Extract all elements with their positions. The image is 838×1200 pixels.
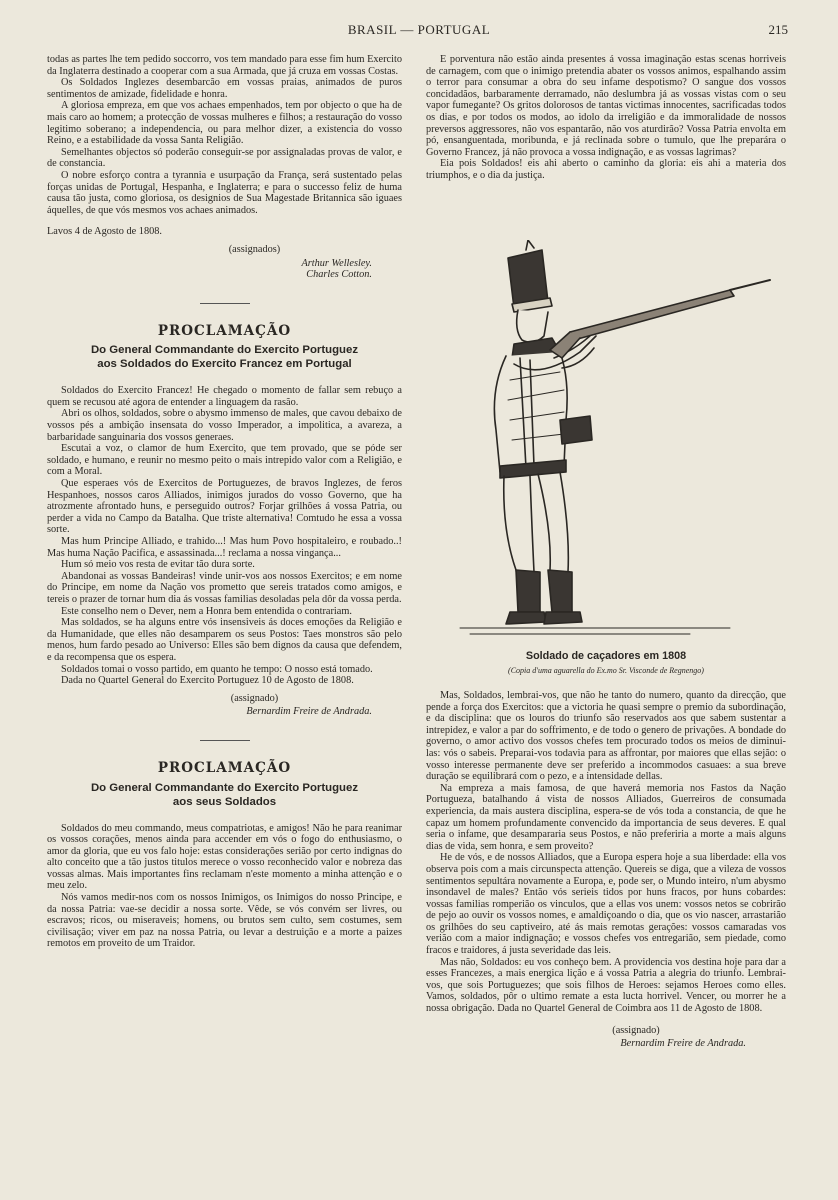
subtitle-line: Do General Commandante do Exercito Portuguez bbox=[90, 781, 359, 794]
left-column bbox=[47, 54, 402, 950]
soldier-illustration bbox=[430, 240, 775, 642]
paragraph: Soldados do Exercito Francez! He chegado o momento de fallar sem rebuço a quem se recusou até agora de entender a linguagem da rasão. bbox=[47, 385, 402, 408]
proclamation-subtitle bbox=[47, 343, 402, 371]
paragraph: Soldados do meu commando, meus compatriotas, e amigos! Não he para reanimar os vossos corações, menos ainda para accender em vós o fogo do enthusiasmo, o amor da gloria, que eu vos falo hoje: estas considerações serião por certo indignas do alto conceito que a tão justos titulos merece o vosso reconhecido valor e nobreza das vossas almas. Mais importantes fins reclamam n'este momento a minha attenção e o meu zelo. bbox=[47, 822, 402, 892]
paragraph: Semelhantes objectos só poderão conseguir-se por assignaladas provas de valor, e de constancia. bbox=[47, 146, 402, 170]
right-column-top bbox=[426, 54, 786, 182]
paragraph: Dada no Quartel General do Exercito Portuguez 10 de Agosto de 1808. bbox=[61, 675, 354, 687]
signed-label: (assignado) bbox=[612, 1024, 660, 1036]
divider bbox=[200, 303, 250, 304]
paragraph: Abri os olhos, soldados, sobre o abysmo immenso de males, que cavou debaixo de vossos pés a ambição insensata do vosso Imperador, a impolitica, a avareza, a barbaridade sanguinaria dos vossos generaes. bbox=[47, 408, 402, 443]
right-column-bottom bbox=[426, 690, 786, 1050]
paragraph: Mas não, Soldados: eu vos conheço bem. A providencia vos destina hoje para dar a esses Francezes, a mais energica lição e á vossa Patria a alegria do triunfo. Lembrai-vos, que sois Portuguezes; que sois filhos de Heroes: sejamos Heroes como elles. Vamos, soldados, pôr o ultimo remate a esta lucta horrivel. Vencer, ou morrer he a nossa obrigação. Dada no Quartel General de Coimbra aos 11 de Agosto de 1808. bbox=[426, 956, 786, 1015]
signature: Charles Cotton. bbox=[306, 269, 372, 281]
paragraph: Os Soldados Inglezes desembarcão em vossas praias, animados de puros sentimentos de amizade, fidelidade e honra. bbox=[47, 77, 402, 100]
paragraph: Mas hum Principe Alliado, e trahido...! Mas hum Povo hospitaleiro, e roubado..! Mas huma Nação Pacifica, e assassinada...! reclama a nossa vingança... bbox=[47, 536, 402, 559]
divider bbox=[200, 740, 250, 741]
paragraph: Mas, Soldados, lembrai-vos, que não he tanto do numero, quanto da direcção, que pende a força dos Exercitos: que a victoria he quasi sempre o premio da subordinação, e da disciplina: que os louros do triunfo são reservados aos que sabem sustentar a intrepidez, e valor a par do soffrimento, e de todo o genero de privações. A bondade do governo, o amor activo dos vossos chefes tem procurado todos os meios de diminui-las: vós o sabeis. Preparai-vos todavia para as affrontar, por maiores que ellas sejão: o vosso interesse permanente deve ser preferido a incommodos casuaes: a sua breve duração se equilibrará com o pezo, e a intensidade dellas. bbox=[426, 690, 786, 783]
signature: Arthur Wellesley. bbox=[301, 257, 372, 269]
paragraph: Soldados tomai o vosso partido, em quanto he tempo: O nosso está tomado. bbox=[61, 663, 373, 675]
running-head: BRASIL — PORTUGAL bbox=[347, 22, 491, 37]
proclamation-subtitle bbox=[47, 781, 402, 809]
paragraph: A gloriosa empreza, em que vos achaes empenhados, tem por objecto o que ha de mais caro ao homem; a protecção de vossas mulheres e filhos; a restauração do vosso legitimo soberano; a independencia, ou para melhor dizer, a existencia do vosso Reino, e a estabilidade da vossa Santa Religião. bbox=[47, 100, 402, 147]
proclamation-title: PROCLAMAÇÃO bbox=[157, 322, 292, 339]
figure-caption: Soldado de caçadores em 1808 bbox=[525, 650, 687, 662]
paragraph: Hum só meio vos resta de evitar tão dura sorte. bbox=[61, 559, 255, 571]
paragraph: He de vós, e de nossos Alliados, que a Europa espera hoje a sua liberdade: ella vos observa pois com a mais circunspecta attenção. Quereis se diga, que a vileza de vossos sentimentos sepultára novamente a Europa, e, pode ser, o Mundo inteiro, n'um abysmo insondavel de males? Então vós serieis tidos por huns fracos, por huns cobardes: vossas familias romperião os vinculos, que a ellas vos unem: vossos netos se cobrirão de pejo ao ouvir os vossos nomes, e amaldiçoando o dia, que os vio nascer, arrastarião os grilhões do seu captiveiro, até ás mais remotas gerações: vossos camaradas vos verião com a maior indignação; e vossos chefes vos entregarião, sem piedade, como fracos e traidores, á justa severidade das leis. bbox=[426, 852, 786, 957]
paragraph: todas as partes lhe tem pedido soccorro, vos tem mandado para esse fim hum Exercito da Inglaterra destinado a cooperar com a sua Armada, que já cruza em vossas Costas. bbox=[47, 54, 402, 77]
subtitle-line: aos Soldados do Exercito Francez em Portugal bbox=[97, 358, 352, 371]
soldier-drawing bbox=[430, 240, 775, 642]
paragraph: Mas soldados, se ha alguns entre vós insensiveis ás doces emoções da Religião e da Humanidade, que elles não desamparem os seus Postos: Taes monstros são pelo menos, hum fardo pesado ao Universo: Elles são bem dignos da causa que defendem, e da recompensa que os espera. bbox=[47, 617, 402, 663]
paragraph: O nobre esforço contra a tyrannia e usurpação da França, será sustentado pelas forças unidas de Portugal, Hespanha, e Inglaterra; e para o successo feliz de huma causa tão justa, como gloriosa, os designios de Sua Magestade Britannica são iguaes áquelles, de que vós mesmos vos achaes animados. bbox=[47, 169, 402, 216]
paragraph: Abandonai as vossas Bandeiras! vinde unir-vos aos nossos Exercitos; e em nome do Principe, em nome da Nação vos prometto que sereis tratados como amigos, e tereis o prazer de tornar hum dia ás vossas familias desoladas pela dôr da vossa perda. bbox=[47, 570, 402, 605]
figure-caption-note: (Copia d'uma aguarella do Ex.mo Sr. Visconde de Regnengo) bbox=[508, 666, 704, 675]
paragraph: E porventura não estão ainda presentes á vossa imaginação estas scenas horriveis de carnagem, com que o inimigo pretendia abater os vossos animos, espalhando assim o terror para consumar a obra do seu infame despotismo? O sangue dos vossos concidadãos, barbaramente derramado, não deslumbra já as vossas vistas com o seu vapor fumegante? Os gritos dolorosos de tantas victimas innocentes, sacrificadas todos os dias, e por todos os modos, ao idolo da irreligião e da immoralidade de nossos preversos aggressores, não vos espantarão, não vos aturdirão? Vossa Patria envolta em pó, ensanguentada, moribunda, e já reclinada sobre o tumulo, que lhe preparára o Governo Francez, já não provoca a vossa indignação, e as vossas lagrimas? bbox=[426, 54, 786, 158]
paragraph: Nós vamos medir-nos com os nossos Inimigos, os Inimigos do nosso Principe, e da nossa Patria: vae-se decidir a nossa sorte. Vêde, se vós convém ser livres, ou escravos; ricos, ou miseraveis; homens, ou brutos sem culto, sem costumes, sem civilisação; viver em paz na nossa Patria, ou levar a destruição e a morte a paizes remotos em proveito de um Traidor. bbox=[47, 892, 402, 950]
dateline: Lavos 4 de Agosto de 1808. bbox=[47, 226, 162, 238]
signature: Bernardim Freire de Andrada. bbox=[620, 1038, 746, 1050]
paragraph: Escutai a voz, o clamor de hum Exercito, que tem provado, que se póde ser soldado, e humano, e reunir no mesmo peito o mais intrepido valor com a Religião, e com a Moral. bbox=[47, 443, 402, 478]
subtitle-line: Do General Commandante do Exercito Portuguez bbox=[90, 344, 359, 357]
proclamation-title: PROCLAMAÇÃO bbox=[157, 759, 292, 776]
page-number: 215 bbox=[768, 22, 788, 37]
paragraph: Que esperaes vós de Exercitos de Portuguezes, de bravos Inglezes, de feros Hespanhoes, nossos caros Alliados, inimigos jurados do vosso Governo, que ha atrozmente afrontado huns, e perseguido outros? Forjar grilhões á vossa Patria, ou perder a vida no Campo da Batalha. Que triste alternativa! Comtudo he essa a vossa sorte. bbox=[47, 478, 402, 536]
signed-label: (assignados) bbox=[228, 243, 281, 255]
signature: Bernardim Freire de Andrada. bbox=[246, 706, 372, 718]
subtitle-line: aos seus Soldados bbox=[172, 795, 277, 808]
paragraph: Eia pois Soldados! eis ahi aberto o caminho da gloria: eis ahi a materia dos triumphos, e o dia da justiça. bbox=[426, 158, 786, 181]
signed-label: (assignado) bbox=[230, 692, 279, 704]
paragraph: Na empreza a mais famosa, de que haverá memoria nos Fastos da Nação Portugueza, batalhando á vista de nossos Alliados, Guerreiros de consumada experiencia, da mais austera disciplina, espera-se de vós toda a constancia, de que he capaz um homem profundamente convencido da importancia de seus deveres. E qual seria o infame, que desampararia seus Postos, e não preferiria a morte a mais alguns dias de vida, sem honra, e sem proveito? bbox=[426, 782, 786, 852]
paragraph: Este conselho nem o Dever, nem a Honra bem entendida o contrariam. bbox=[61, 605, 352, 617]
